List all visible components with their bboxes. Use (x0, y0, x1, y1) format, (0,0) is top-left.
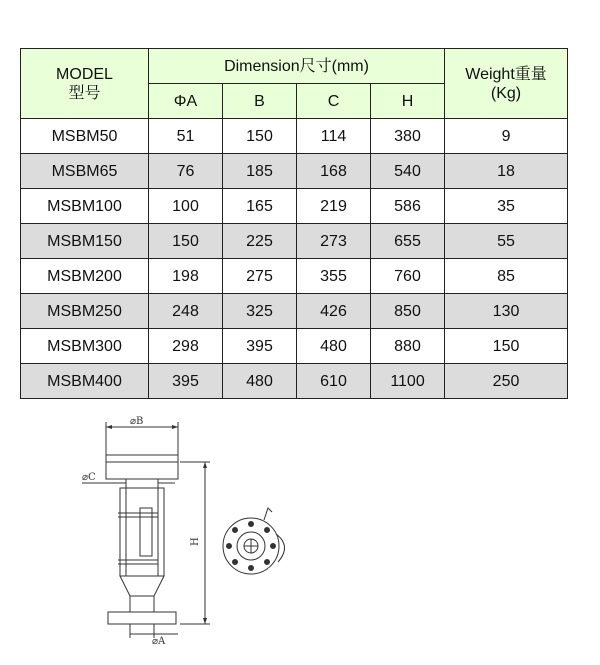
filter-technical-drawing (0, 400, 600, 665)
weight-header (445, 49, 568, 119)
cell-weight: 130 (445, 294, 568, 329)
cell-model: MSBM100 (21, 189, 149, 224)
table-row (21, 294, 568, 329)
spec-table (20, 48, 568, 399)
cell-dim-a: 51 (149, 119, 223, 154)
cell-weight: 55 (445, 224, 568, 259)
cell-model: MSBM200 (21, 259, 149, 294)
cell-dim-h: 760 (371, 259, 445, 294)
cell-dim-h: 880 (371, 329, 445, 364)
cell-dim-b: 275 (223, 259, 297, 294)
cell-dim-h: 586 (371, 189, 445, 224)
cell-dim-c: 168 (297, 154, 371, 189)
cell-weight: 35 (445, 189, 568, 224)
cell-dim-b: 395 (223, 329, 297, 364)
cell-dim-c: 610 (297, 364, 371, 399)
cell-dim-c: 273 (297, 224, 371, 259)
model-header (21, 49, 149, 119)
model-header-en: MODEL (56, 65, 113, 83)
cell-dim-h: 540 (371, 154, 445, 189)
cell-dim-a: 198 (149, 259, 223, 294)
cell-dim-c: 426 (297, 294, 371, 329)
cell-dim-b: 480 (223, 364, 297, 399)
cell-dim-a: 298 (149, 329, 223, 364)
cell-dim-a: 248 (149, 294, 223, 329)
table-row (21, 119, 568, 154)
cell-model: MSBM300 (21, 329, 149, 364)
table-row (21, 259, 568, 294)
cell-model: MSBM250 (21, 294, 149, 329)
label-c: ⌀C (82, 472, 96, 483)
cell-dim-c: 219 (297, 189, 371, 224)
cell-model: MSBM50 (21, 119, 149, 154)
cell-dim-b: 150 (223, 119, 297, 154)
weight-header-main: Weight重量 (465, 65, 547, 83)
label-h: H (190, 537, 201, 546)
cell-dim-h: 1100 (371, 364, 445, 399)
cell-dim-b: 185 (223, 154, 297, 189)
table-row (21, 329, 568, 364)
cell-weight: 9 (445, 119, 568, 154)
table-row (21, 154, 568, 189)
cell-dim-h: 380 (371, 119, 445, 154)
dimension-header: Dimension尺寸(mm) (149, 49, 445, 84)
table-row (21, 189, 568, 224)
label-a: ⌀A (152, 636, 166, 647)
cell-dim-a: 76 (149, 154, 223, 189)
cell-dim-a: 395 (149, 364, 223, 399)
cell-dim-c: 480 (297, 329, 371, 364)
cell-dim-c: 114 (297, 119, 371, 154)
cell-weight: 250 (445, 364, 568, 399)
cell-dim-h: 850 (371, 294, 445, 329)
weight-header-unit: (Kg) (490, 84, 522, 102)
col-header-c: C (297, 84, 371, 119)
model-header-cn: 型号 (68, 84, 101, 102)
cell-dim-b: 165 (223, 189, 297, 224)
cell-dim-b: 325 (223, 294, 297, 329)
cell-model: MSBM150 (21, 224, 149, 259)
label-b: ⌀B (130, 416, 144, 427)
cell-weight: 85 (445, 259, 568, 294)
cell-dim-b: 225 (223, 224, 297, 259)
cell-dim-h: 655 (371, 224, 445, 259)
table-row (21, 364, 568, 399)
col-header-b: B (223, 84, 297, 119)
cell-dim-c: 355 (297, 259, 371, 294)
cell-model: MSBM65 (21, 154, 149, 189)
cell-weight: 18 (445, 154, 568, 189)
table-row (21, 224, 568, 259)
cell-model: MSBM400 (21, 364, 149, 399)
cell-dim-a: 150 (149, 224, 223, 259)
table-body (21, 119, 568, 399)
col-header-a: ΦA (149, 84, 223, 119)
col-header-h: H (371, 84, 445, 119)
cell-dim-a: 100 (149, 189, 223, 224)
cell-weight: 150 (445, 329, 568, 364)
